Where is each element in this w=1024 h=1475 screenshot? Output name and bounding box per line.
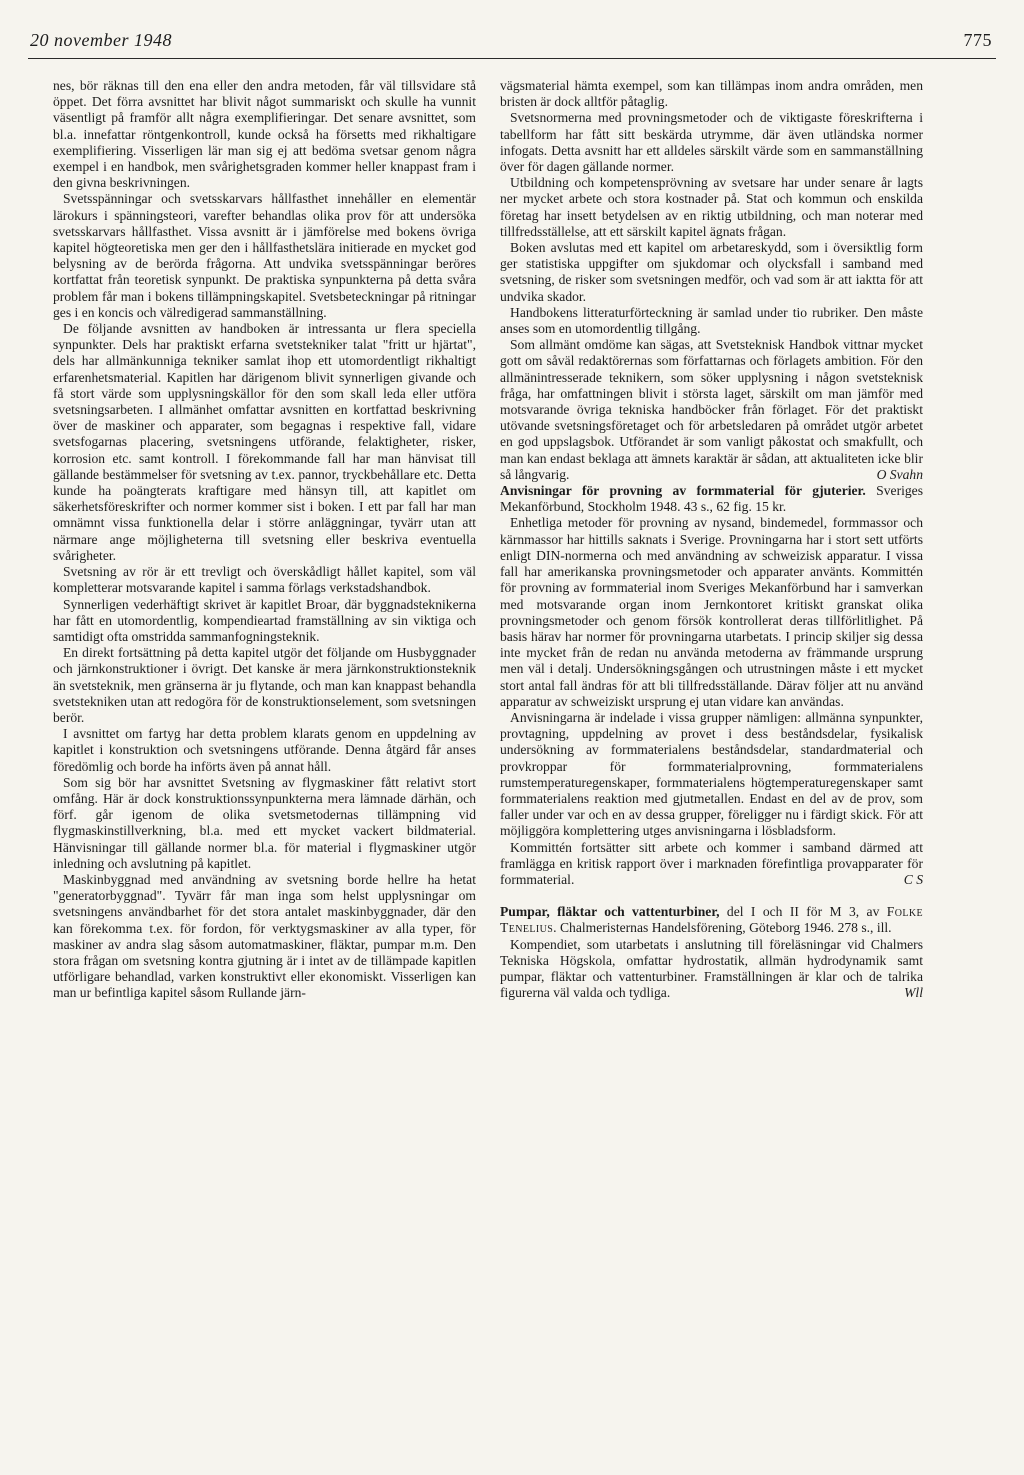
paragraph: vägsmaterial hämta exempel, som kan tillämpas inom andra områden, men bristen är dock alltför påtaglig. [500,78,923,110]
review-title: Anvisningar för provning av formmaterial för gjuterier. [500,483,866,499]
paragraph-with-signature [500,337,923,483]
left-column [53,78,476,1002]
paragraph-text: Kommittén fortsätter sitt arbete och kommer i samband därmed att framlägga en kritisk rapport över i marknaden förefintliga provapparater för formmaterial. [500,839,923,887]
paragraph: Maskinbyggnad med användning av svetsning borde hellre ha hetat "generatorbyggnad". Tyvärr får man inga som helst upplysningar om svetsningens användbarhet för det stora antalet maskinbyggnader, där den kan förekomma t.ex. för fordon, för verktygsmaskiner av alla typer, för maskiner av andra slag såsom automatmaskiner, fläktar, pumpar m.m. Den stora frågan om svetsning kontra gjutning är i intet av de tillämpade kapitlen utförligare behandlad, varken konstruktivt eller ekonomiskt. Visserligen kan man ur befintliga kapitel såsom Rullande järn- [53,871,476,1001]
issue-date: 20 november 1948 [30,30,172,50]
review-heading [500,904,923,936]
paragraph-with-signature [500,840,923,889]
paragraph-with-signature [500,937,923,1002]
review-details: del I och II för M 3, av [719,904,887,920]
paragraph: Enhetliga metoder för provning av nysand, bindemedel, formmassor och kärnmassor har hittills saknats i Sverige. Provningarna har i stort sett utförts enligt DIN-normerna och med användning av schweizisk apparatur. I vissa fall har amerikanska provningsmetoder och apparater använts. Kommittén för provning av formmaterial inom Sveriges Mekanförbund har i samverkan med motsvarande organ inom Jernkontoret kritiskt granskat olika provningsmetoder och genom försök kontrollerat deras tillförlitlighet. På basis härav har normer för provningarna utarbetats. I princip skiljer sig dessa inte mycket från de redan nu använda metoderna av främmande ursprung men väl i detalj. Undersökningsgången och utrustningen måste i ett mycket stort antal fall ändras för att bli tillfredsställande. Därav följer att nu använd apparatur av schweiziskt ursprung ej utan vidare kan användas. [500,515,923,709]
paragraph: Svetsning av rör är ett trevligt och överskådligt hållet kapitel, som väl kompletterar motsvarande kapitel i samma förlags verkstadshandbok. [53,564,476,596]
reviewer-signature: O Svahn [876,466,923,482]
review-heading [500,483,923,515]
paragraph: nes, bör räknas till den ena eller den andra metoden, får väl tillsvidare stå öppet. Det förra avsnittet har blivit något summariskt och skulle ha vunnit väsentligt på framför allt några exemplifieringar. Det senare avsnittet, som bl.a. innefattar röntgenkontroll, kunde också ha försetts med rikhaltigare exemplifiering. Visserligen lär man sig ej att bedöma svetsar genom några exempel i en handbok, men svårighetsgraden kommer heller knappast fram i den givna beskrivningen. [53,78,476,191]
page-number: 775 [963,30,992,50]
review-author: Folke Tenelius [500,904,924,936]
paragraph: Utbildning och kompetensprövning av svetsare har under senare år lagts ner mycket arbete och stora kostnader på. Stat och kommun och enskilda företag har insett betydelsen av en riktig utbildning, och man noterar med tillfredsställelse, att ett särskilt kapitel ägnats frågan. [500,175,923,239]
header-rule [28,58,996,59]
right-column [500,78,923,1001]
paragraph: Boken avslutas med ett kapitel om arbetareskydd, som i översiktlig form ger statistiska uppgifter om sjukdomar och olycksfall i samband med svetsning, de risker som svetsningen medför, och vad som är att iaktta för att undvika skador. [500,240,923,304]
paragraph: I avsnittet om fartyg har detta problem klarats genom en uppdelning av kapitlet i konstruktion och svetsningens utförande. Denna åtgärd får anses föredömlig och borde ha införts även på annat håll. [53,726,476,774]
review-details: . Chalmeristernas Handelsförening, Göteborg 1946. 278 s., ill. [553,920,892,936]
paragraph: Handbokens litteraturförteckning är samlad under tio rubriker. Den måste anses som en utomordentlig tillgång. [500,304,923,337]
paragraph: De följande avsnitten av handboken är intressanta ur flera speciella synpunkter. Dels har praktiskt erfarna svetstekniker talat "fritt ur hjärtat", dels har allmänkunniga tekniker samlat ihop ett utomordentligt rikhaltigt erfarenhetsmaterial. Kapitlen har därigenom blivit synnerligen givande och få stort värde som upplysningskällor för den som skall leda eller utföra svetsningsarbeten. I allmänhet omfattar avsnitten en kortfattad beskrivning över de maskiner och apparater, som begagnas i respektive fall, vidare svetsfogarnas placering, svetsningens utförande, felaktigheter, risker, korrosion etc. samt kontroll. I förekommande fall har man hänvisat till gällande bestämmelser för svetsning av t.ex. pannor, tryckbehållare etc. Detta kunde ha poängterats kraftigare med hänsyn till, att kapitlet om säkerhetsföreskrifter och normer kommer sist i boken. I ett par fall har man omnämnt vissa funktionella delar i större anläggningar, tyvärr utan att närmare ange möjligheterna till svetsning eller beskriva eventuella svårigheter. [53,321,476,563]
review-title: Pumpar, fläktar och vattenturbiner, [500,904,720,920]
paragraph: Synnerligen vederhäftigt skrivet är kapitlet Broar, där byggnadsteknikerna har fått en utomordentlig, kompendieartad framställning av sin viktiga och samtidigt ofta omstridda sammanfogningsteknik. [53,596,476,644]
paragraph: Anvisningarna är indelade i vissa grupper nämligen: allmänna synpunkter, provtagning, uppdelning av provet i dess beståndsdelar, fysikalisk undersökning av formmaterialens beståndsdelar, standardmaterial och provkroppar för formmaterialprovning, formmaterialens rumstemperaturegenskaper, formmaterialens högtemperaturegenskaper samt formmaterialens reaktion med gjutmetallen. Endast en del av de prov, som faller under var och en av dessa grupper, föreligger nu i färdigt skick. För att möjliggöra komplettering utges anvisningarna i lösbladsform. [500,709,923,839]
review-details: Sveriges Mekanförbund, Stockholm 1948. 43 s., 62 fig. 15 kr. [500,483,923,515]
reviewer-signature: C S [903,871,923,887]
paragraph: En direkt fortsättning på detta kapitel utgör det följande om Husbyggnader och järnkonstruktioner i övrigt. Det kanske är mera järnkonstruktionsteknik än svetsteknik, men gränserna är ju flytande, och man kan knappast behandla svetstekniken utan att redogöra för de konstruktionselement, som svetsningen berör. [53,645,476,725]
paragraph-text: Kompendiet, som utarbetats i anslutning till föreläsningar vid Chalmers Tekniska Högskola, omfattar hydrostatik, allmän hydrodynamik samt pumpar, fläktar och vattenturbiner. Framställningen är klar och de talrika figurerna väl valda och tydliga. [500,936,923,1001]
reviewer-signature: Wll [904,985,923,1001]
paragraph: Svetsspänningar och svetsskarvars hållfasthet innehåller en elementär lärokurs i spänningsteori, varefter behandlas olika prov för att undersöka svetsskarvars hållfasthet. Vissa avsnitt är i jämförelse med bokens övriga kapitel högteoretiska men ger den i hållfasthetslära initierade en mycket god belysning av de berörda frågorna. Att undvika svetsspänningar beröres kortfattat från teoretisk synpunkt. De praktiska synpunkterna på detta svåra problem får man i bokens tillämpningskapitel. Svetsbeteckningar på ritningar ges i en koncis och välredigerad sammanställning. [53,191,476,320]
paragraph: Som sig bör har avsnittet Svetsning av flygmaskiner fått relativt stort omfång. Här är dock konstruktionssynpunkterna mera lämnade därhän, och förf. går igenom de olika svetsmetodernas tillämpning vid flygmaskinstillverkning, bl.a. med ett mycket vackert bildmaterial. Hänvisningar till gällande normer bl.a. för material i flygmaskiner utgör inledning och avslutning på kapitlet. [53,774,476,871]
paragraph: Svetsnormerna med provningsmetoder och de viktigaste föreskrifterna i tabellform har fått sitt beskärda utrymme, där även utländska normer infogats. Detta avsnitt har ett alldeles särskilt värde som en sammanställning över för dagen gällande normer. [500,110,923,175]
paragraph-text: Som allmänt omdöme kan sägas, att Svetsteknisk Handbok vittnar mycket gott om såväl redaktörernas som författarnas och förlagets ambition. För den allmänintresserade teknikern, som söker upplysning i någon svetsteknisk fråga, har omfattningen blivit i största laget, särskilt om man jämför med motsvarande övriga tekniska handböcker från förlaget. För det praktiskt utövande svetsningsföretaget och för arbetsledaren på området utgör arbetet en god uppslagsbok. Utförandet är som vanligt påkostat och smakfullt, och man kan endast beklaga att ämnets karaktär är sådan, att aktualiteten icke blir så långvarig. [500,337,923,482]
